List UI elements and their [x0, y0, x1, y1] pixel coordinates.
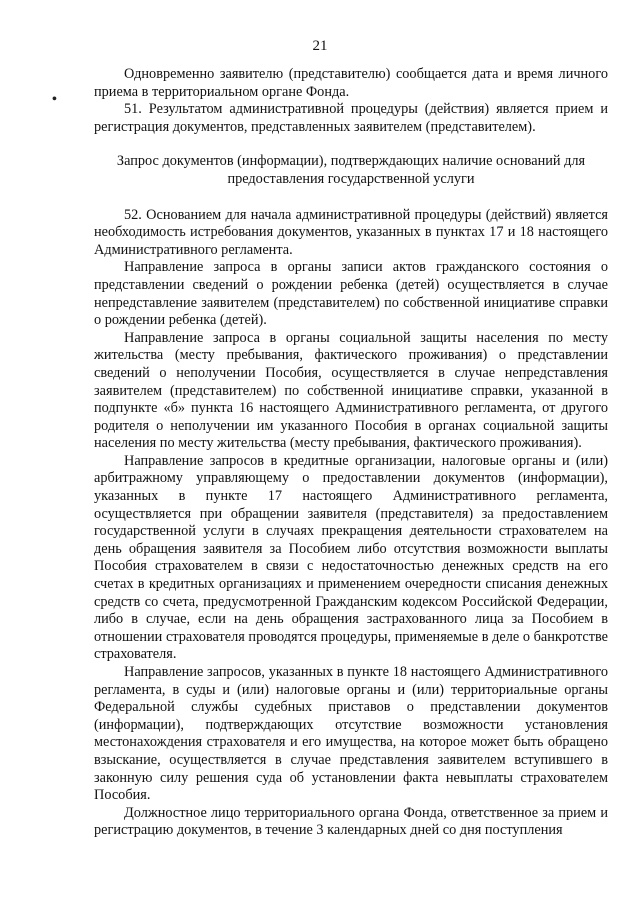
page-number: 21	[312, 38, 328, 54]
section-heading: Запрос документов (информации), подтверждающих наличие оснований для предоставления государственной услуги	[116, 153, 586, 187]
paragraph-social-protection-request: Направление запроса в органы социальной защиты населения по месту жительства (месту пребывания, фактического проживания) о представлении сведений о неполучении Пособия, осуществляется в случае непредставления заявителем (представителем) по собственной инициативе справки, указанной в подпункте «б» пункта 16 настоящего Административного регламента, от другого родителя о неполучении им указанного Пособия в органах социальной защиты населения по месту жительства (месту пребывания, фактического проживания).	[94, 329, 608, 452]
document-body	[94, 66, 608, 840]
paragraph-civil-registry-request: Направление запроса в органы записи актов гражданского состояния о представлении сведений о рождении ребенка (детей) осуществляется в случае непредставление заявителем (представителем) по собственной инициативе справки о рождении ребенка (детей).	[94, 259, 608, 329]
paragraph-official-responsibility: Должностное лицо территориального органа Фонда, ответственное за прием и регистрацию документов, в течение 3 календарных дней со дня поступления	[94, 804, 608, 839]
margin-mark-icon: •	[52, 92, 57, 107]
paragraph-credit-organizations-request: Направление запросов в кредитные организации, налоговые органы и (или) арбитражному управляющему о предоставлении документов (информации), указанных в пункте 17 настоящего Административного регламента, осуществляется при обращении заявителя (представителя) за предоставлением государственной услуги в случаях прекращения деятельности страхователем на день обращения заявителя за Пособием либо отсутствия возможности выплаты Пособия страхователем в связи с недостаточностью денежных средств на его счетах в кредитных организациях и применением очередности списания денежных средств со счета, предусмотренной Гражданским кодексом Российской Федерации, либо в случае, если на день обращения застрахованного лица за Пособием в отношении страхователя проводятся процедуры, применяемые в деле о банкротстве страхователя.	[94, 452, 608, 663]
paragraph-reception-date: Одновременно заявителю (представителю) сообщается дата и время личного приема в территориальном органе Фонда.	[94, 66, 608, 100]
paragraph-51: 51. Результатом административной процедуры (действия) является прием и регистрация документов, представленных заявителем (представителем).	[94, 101, 608, 135]
paragraph-courts-request: Направление запросов, указанных в пункте 18 настоящего Административного регламента, в суды и (или) налоговые органы и (или) территориальные органы Федеральной службы судебных приставов о представлении документов (информации), подтверждающих отсутствие возможности установления местонахождения страхователя и его имущества, на которое может быть обращено взыскание, осуществляется в случае представления заявителем вступившего в законную силу решения суда об установлении факта невыплаты страхователем Пособия.	[94, 664, 608, 804]
paragraph-52: 52. Основанием для начала административной процедуры (действий) является необходимость истребования документов, указанных в пунктах 17 и 18 настоящего Административного регламента.	[94, 206, 608, 258]
